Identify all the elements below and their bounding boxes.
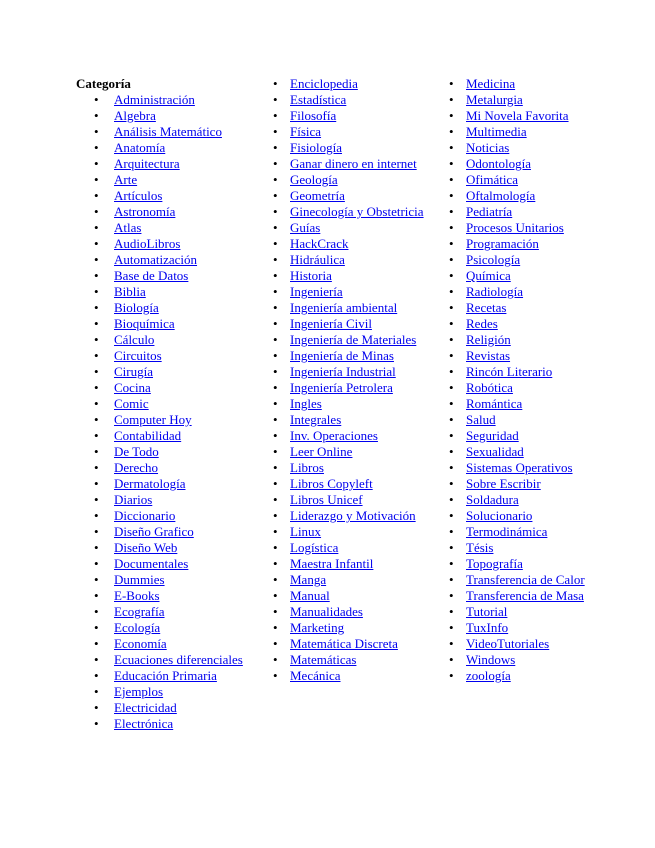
category-list-item	[270, 252, 440, 268]
category-list-item	[270, 92, 440, 108]
category-link[interactable]: Noticias	[466, 140, 510, 155]
category-link[interactable]: AudioLibros	[114, 236, 181, 251]
category-link[interactable]: Redes	[466, 316, 498, 331]
category-column-1	[76, 76, 246, 732]
category-link[interactable]: Ofimática	[466, 172, 518, 187]
category-list-item	[270, 540, 440, 556]
category-link[interactable]: Economía	[114, 636, 167, 651]
category-list-item	[446, 636, 626, 652]
category-list-item	[76, 716, 246, 732]
category-link[interactable]: Rincón Literario	[466, 364, 553, 379]
category-list-item	[76, 668, 246, 684]
category-list-item	[446, 428, 626, 444]
category-link[interactable]: Linux	[290, 524, 322, 539]
category-link[interactable]: Biología	[114, 300, 159, 315]
category-link[interactable]: Ejemplos	[114, 684, 164, 699]
category-list-item	[270, 428, 440, 444]
category-link[interactable]: Ingles	[290, 396, 322, 411]
category-link[interactable]: Análisis Matemático	[114, 124, 222, 139]
category-list-item	[446, 172, 626, 188]
category-list-item	[76, 92, 246, 108]
category-link[interactable]: Ecuaciones diferenciales	[114, 652, 243, 667]
category-list-item	[76, 556, 246, 572]
category-list-item	[76, 492, 246, 508]
category-link[interactable]: Inv. Operaciones	[290, 428, 378, 443]
category-link[interactable]: E-Books	[114, 588, 160, 603]
category-list-item	[76, 220, 246, 236]
category-link[interactable]: Documentales	[114, 556, 189, 571]
category-link[interactable]: Electrónica	[114, 716, 174, 731]
category-list-item	[270, 476, 440, 492]
category-list-item	[446, 540, 626, 556]
category-list-item	[270, 156, 440, 172]
category-list-item	[76, 300, 246, 316]
category-link[interactable]: Biblia	[114, 284, 146, 299]
category-list-1	[76, 92, 246, 732]
category-link[interactable]: Religión	[466, 332, 511, 347]
category-link[interactable]: VideoTutoriales	[466, 636, 550, 651]
category-list-item	[76, 380, 246, 396]
category-link[interactable]: Anatomía	[114, 140, 166, 155]
category-link[interactable]: Ingeniería	[290, 284, 343, 299]
category-link[interactable]: Multimedia	[466, 124, 527, 139]
category-link[interactable]: Tutorial	[466, 604, 508, 619]
category-list-item	[270, 572, 440, 588]
category-link[interactable]: Sexualidad	[466, 444, 524, 459]
category-list-item	[76, 700, 246, 716]
category-list-item	[446, 412, 626, 428]
category-list-item	[446, 268, 626, 284]
category-link[interactable]: Electricidad	[114, 700, 177, 715]
category-list-item	[446, 492, 626, 508]
category-list-item	[270, 204, 440, 220]
category-link[interactable]: Diseño Grafico	[114, 524, 194, 539]
category-list-item	[446, 476, 626, 492]
category-link[interactable]: Arte	[114, 172, 138, 187]
category-list-item	[270, 620, 440, 636]
category-list-item	[446, 316, 626, 332]
category-link[interactable]: Tésis	[466, 540, 494, 555]
category-link[interactable]: Oftalmología	[466, 188, 536, 203]
category-list-item	[76, 316, 246, 332]
category-list-item	[446, 140, 626, 156]
category-list-item	[76, 636, 246, 652]
category-list-item	[270, 332, 440, 348]
category-link[interactable]: Diarios	[114, 492, 153, 507]
category-list-item	[270, 604, 440, 620]
category-link[interactable]: Educación Primaria	[114, 668, 217, 683]
category-link[interactable]: Marketing	[290, 620, 345, 635]
category-link[interactable]: Seguridad	[466, 428, 519, 443]
category-link[interactable]: Arquitectura	[114, 156, 180, 171]
category-list-item	[446, 620, 626, 636]
category-link[interactable]: Sobre Escribir	[466, 476, 541, 491]
category-link[interactable]: Medicina	[466, 76, 516, 91]
category-list-3	[446, 76, 626, 684]
category-list-item	[76, 460, 246, 476]
category-list-item	[270, 172, 440, 188]
category-link[interactable]: Automatización	[114, 252, 198, 267]
category-link[interactable]: Derecho	[114, 460, 159, 475]
category-list-item	[270, 652, 440, 668]
category-list-item	[270, 220, 440, 236]
category-list-item	[76, 684, 246, 700]
category-link[interactable]: Radiología	[466, 284, 524, 299]
category-list-item	[76, 348, 246, 364]
category-link[interactable]: Dermatología	[114, 476, 186, 491]
category-link[interactable]: Topografía	[466, 556, 523, 571]
category-link[interactable]: Ecología	[114, 620, 161, 635]
category-link[interactable]: zoología	[466, 668, 511, 683]
category-link[interactable]: Libros Unicef	[290, 492, 363, 507]
category-link[interactable]: Programación	[466, 236, 539, 251]
category-link[interactable]: Dummies	[114, 572, 165, 587]
category-link[interactable]: Liderazgo y Motivación	[290, 508, 416, 523]
category-list-item	[270, 588, 440, 604]
category-list-item	[76, 140, 246, 156]
category-link[interactable]: Historia	[290, 268, 332, 283]
category-list-item	[76, 396, 246, 412]
category-list-item	[446, 668, 626, 684]
category-link[interactable]: Matemáticas	[290, 652, 357, 667]
category-link[interactable]: Circuitos	[114, 348, 162, 363]
category-link[interactable]: Base de Datos	[114, 268, 189, 283]
category-list-item	[76, 332, 246, 348]
category-list-item	[270, 236, 440, 252]
category-link[interactable]: Manualidades	[290, 604, 363, 619]
category-list-item	[446, 76, 626, 92]
category-list-item	[446, 220, 626, 236]
category-list-item	[446, 460, 626, 476]
category-column-3	[446, 76, 626, 684]
category-link[interactable]: Enciclopedia	[290, 76, 358, 91]
category-link[interactable]: Libros Copyleft	[290, 476, 373, 491]
category-link[interactable]: Bioquímica	[114, 316, 175, 331]
category-list-item	[76, 412, 246, 428]
category-list-item	[76, 540, 246, 556]
category-list-item	[76, 108, 246, 124]
category-list-item	[76, 508, 246, 524]
category-link[interactable]: Comic	[114, 396, 149, 411]
category-link[interactable]: Integrales	[290, 412, 342, 427]
category-list-item	[76, 236, 246, 252]
category-list-item	[446, 524, 626, 540]
category-link[interactable]: Manual	[290, 588, 330, 603]
category-list-item	[270, 124, 440, 140]
category-link[interactable]: Ingeniería ambiental	[290, 300, 398, 315]
category-link[interactable]: Administración	[114, 92, 195, 107]
category-list-item	[270, 140, 440, 156]
category-link[interactable]: Mi Novela Favorita	[466, 108, 569, 123]
category-link[interactable]: TuxInfo	[466, 620, 509, 635]
category-link[interactable]: Matemática Discreta	[290, 636, 398, 651]
category-list-item	[270, 444, 440, 460]
category-list-item	[76, 428, 246, 444]
category-link[interactable]: Romántica	[466, 396, 523, 411]
category-list-item	[76, 268, 246, 284]
category-link[interactable]: Estadística	[290, 92, 347, 107]
category-list-item	[446, 508, 626, 524]
category-list-item	[270, 380, 440, 396]
category-link[interactable]: Algebra	[114, 108, 156, 123]
category-link[interactable]: Soldadura	[466, 492, 519, 507]
category-link[interactable]: Ingeniería de Materiales	[290, 332, 417, 347]
category-link[interactable]: HackCrack	[290, 236, 349, 251]
category-link[interactable]: Geometría	[290, 188, 345, 203]
category-link[interactable]: Transferencia de Masa	[466, 588, 584, 603]
category-list-item	[446, 252, 626, 268]
category-list-item	[270, 524, 440, 540]
category-link[interactable]: Leer Online	[290, 444, 353, 459]
category-link[interactable]: Transferencia de Calor	[466, 572, 585, 587]
category-list-item	[446, 124, 626, 140]
category-list-item	[446, 444, 626, 460]
category-link[interactable]: Ginecología y Obstetricia	[290, 204, 424, 219]
category-list-item	[446, 380, 626, 396]
category-list-item	[270, 492, 440, 508]
category-link[interactable]: Hidráulica	[290, 252, 345, 267]
category-link[interactable]: Pediatría	[466, 204, 513, 219]
category-link[interactable]: Ingeniería de Minas	[290, 348, 394, 363]
category-link[interactable]: Contabilidad	[114, 428, 182, 443]
category-list-item	[76, 604, 246, 620]
category-link[interactable]: Cocina	[114, 380, 151, 395]
category-list-2	[270, 76, 440, 684]
category-link[interactable]: Filosofía	[290, 108, 337, 123]
category-link[interactable]: Revistas	[466, 348, 511, 363]
category-link[interactable]: Cálculo	[114, 332, 155, 347]
category-list-item	[76, 524, 246, 540]
category-link[interactable]: Astronomía	[114, 204, 176, 219]
category-link[interactable]: Computer Hoy	[114, 412, 192, 427]
category-list-item	[76, 444, 246, 460]
category-list-item	[76, 652, 246, 668]
category-link[interactable]: Física	[290, 124, 322, 139]
category-link[interactable]: Psicología	[466, 252, 521, 267]
category-list-item	[270, 412, 440, 428]
category-list-item	[446, 156, 626, 172]
category-link[interactable]: Manga	[290, 572, 327, 587]
category-list-item	[76, 620, 246, 636]
category-link[interactable]: Termodinámica	[466, 524, 548, 539]
category-link[interactable]: Química	[466, 268, 511, 283]
category-list-item	[446, 572, 626, 588]
category-list-item	[446, 284, 626, 300]
category-list-item	[446, 348, 626, 364]
category-list-item	[446, 108, 626, 124]
category-list-item	[76, 172, 246, 188]
category-list-item	[446, 588, 626, 604]
category-list-item	[270, 348, 440, 364]
category-link[interactable]: Geología	[290, 172, 338, 187]
category-link[interactable]: Guías	[290, 220, 321, 235]
category-link[interactable]: Salud	[466, 412, 496, 427]
category-list-item	[270, 268, 440, 284]
category-link[interactable]: Maestra Infantil	[290, 556, 374, 571]
category-list-item	[270, 636, 440, 652]
category-list-item	[76, 204, 246, 220]
category-list-item	[270, 460, 440, 476]
category-link[interactable]: Atlas	[114, 220, 142, 235]
category-list-item	[446, 556, 626, 572]
category-link[interactable]: Libros	[290, 460, 324, 475]
category-list-item	[76, 476, 246, 492]
category-list-item	[76, 188, 246, 204]
category-link[interactable]: Robótica	[466, 380, 513, 395]
category-list-item	[446, 652, 626, 668]
category-list-item	[270, 316, 440, 332]
category-list-item	[446, 92, 626, 108]
category-list-item	[446, 236, 626, 252]
category-list-item	[270, 668, 440, 684]
category-list-item	[446, 188, 626, 204]
category-list-item	[76, 284, 246, 300]
category-list-item	[76, 156, 246, 172]
category-link[interactable]: Ecografía	[114, 604, 165, 619]
category-link[interactable]: Diccionario	[114, 508, 176, 523]
category-link[interactable]: Diseño Web	[114, 540, 178, 555]
category-link[interactable]: Metalurgia	[466, 92, 523, 107]
category-list-item	[446, 332, 626, 348]
category-list-item	[270, 396, 440, 412]
category-heading: Categoría	[76, 76, 131, 91]
category-list-item	[270, 188, 440, 204]
category-link[interactable]: Procesos Unitarios	[466, 220, 564, 235]
category-list-item	[270, 556, 440, 572]
category-link[interactable]: Cirugía	[114, 364, 153, 379]
category-list-item	[76, 364, 246, 380]
category-link[interactable]: Ganar dinero en internet	[290, 156, 417, 171]
category-link[interactable]: Fisiología	[290, 140, 343, 155]
category-link[interactable]: Ingeniería Civil	[290, 316, 372, 331]
category-list-item	[446, 364, 626, 380]
category-link[interactable]: Sistemas Operativos	[466, 460, 573, 475]
category-list-item	[446, 300, 626, 316]
category-link[interactable]: Ingeniería Industrial	[290, 364, 396, 379]
category-link[interactable]: Ingeniería Petrolera	[290, 380, 393, 395]
category-list-item	[270, 364, 440, 380]
category-list-item	[76, 252, 246, 268]
category-list-item	[270, 284, 440, 300]
category-list-item	[446, 604, 626, 620]
category-link[interactable]: Mecánica	[290, 668, 341, 683]
category-list-item	[446, 204, 626, 220]
category-column-2	[270, 76, 440, 684]
category-list-item	[76, 588, 246, 604]
category-link[interactable]: Logística	[290, 540, 339, 555]
category-link[interactable]: Windows	[466, 652, 516, 667]
category-link[interactable]: Odontología	[466, 156, 531, 171]
category-link[interactable]: Solucionario	[466, 508, 533, 523]
category-list-item	[270, 300, 440, 316]
category-list-item	[270, 76, 440, 92]
category-list-item	[446, 396, 626, 412]
category-list-item	[270, 508, 440, 524]
category-link[interactable]: Recetas	[466, 300, 507, 315]
category-list-item	[76, 572, 246, 588]
category-link[interactable]: Artículos	[114, 188, 163, 203]
category-list-item	[76, 124, 246, 140]
category-link[interactable]: De Todo	[114, 444, 159, 459]
category-list-item	[270, 108, 440, 124]
